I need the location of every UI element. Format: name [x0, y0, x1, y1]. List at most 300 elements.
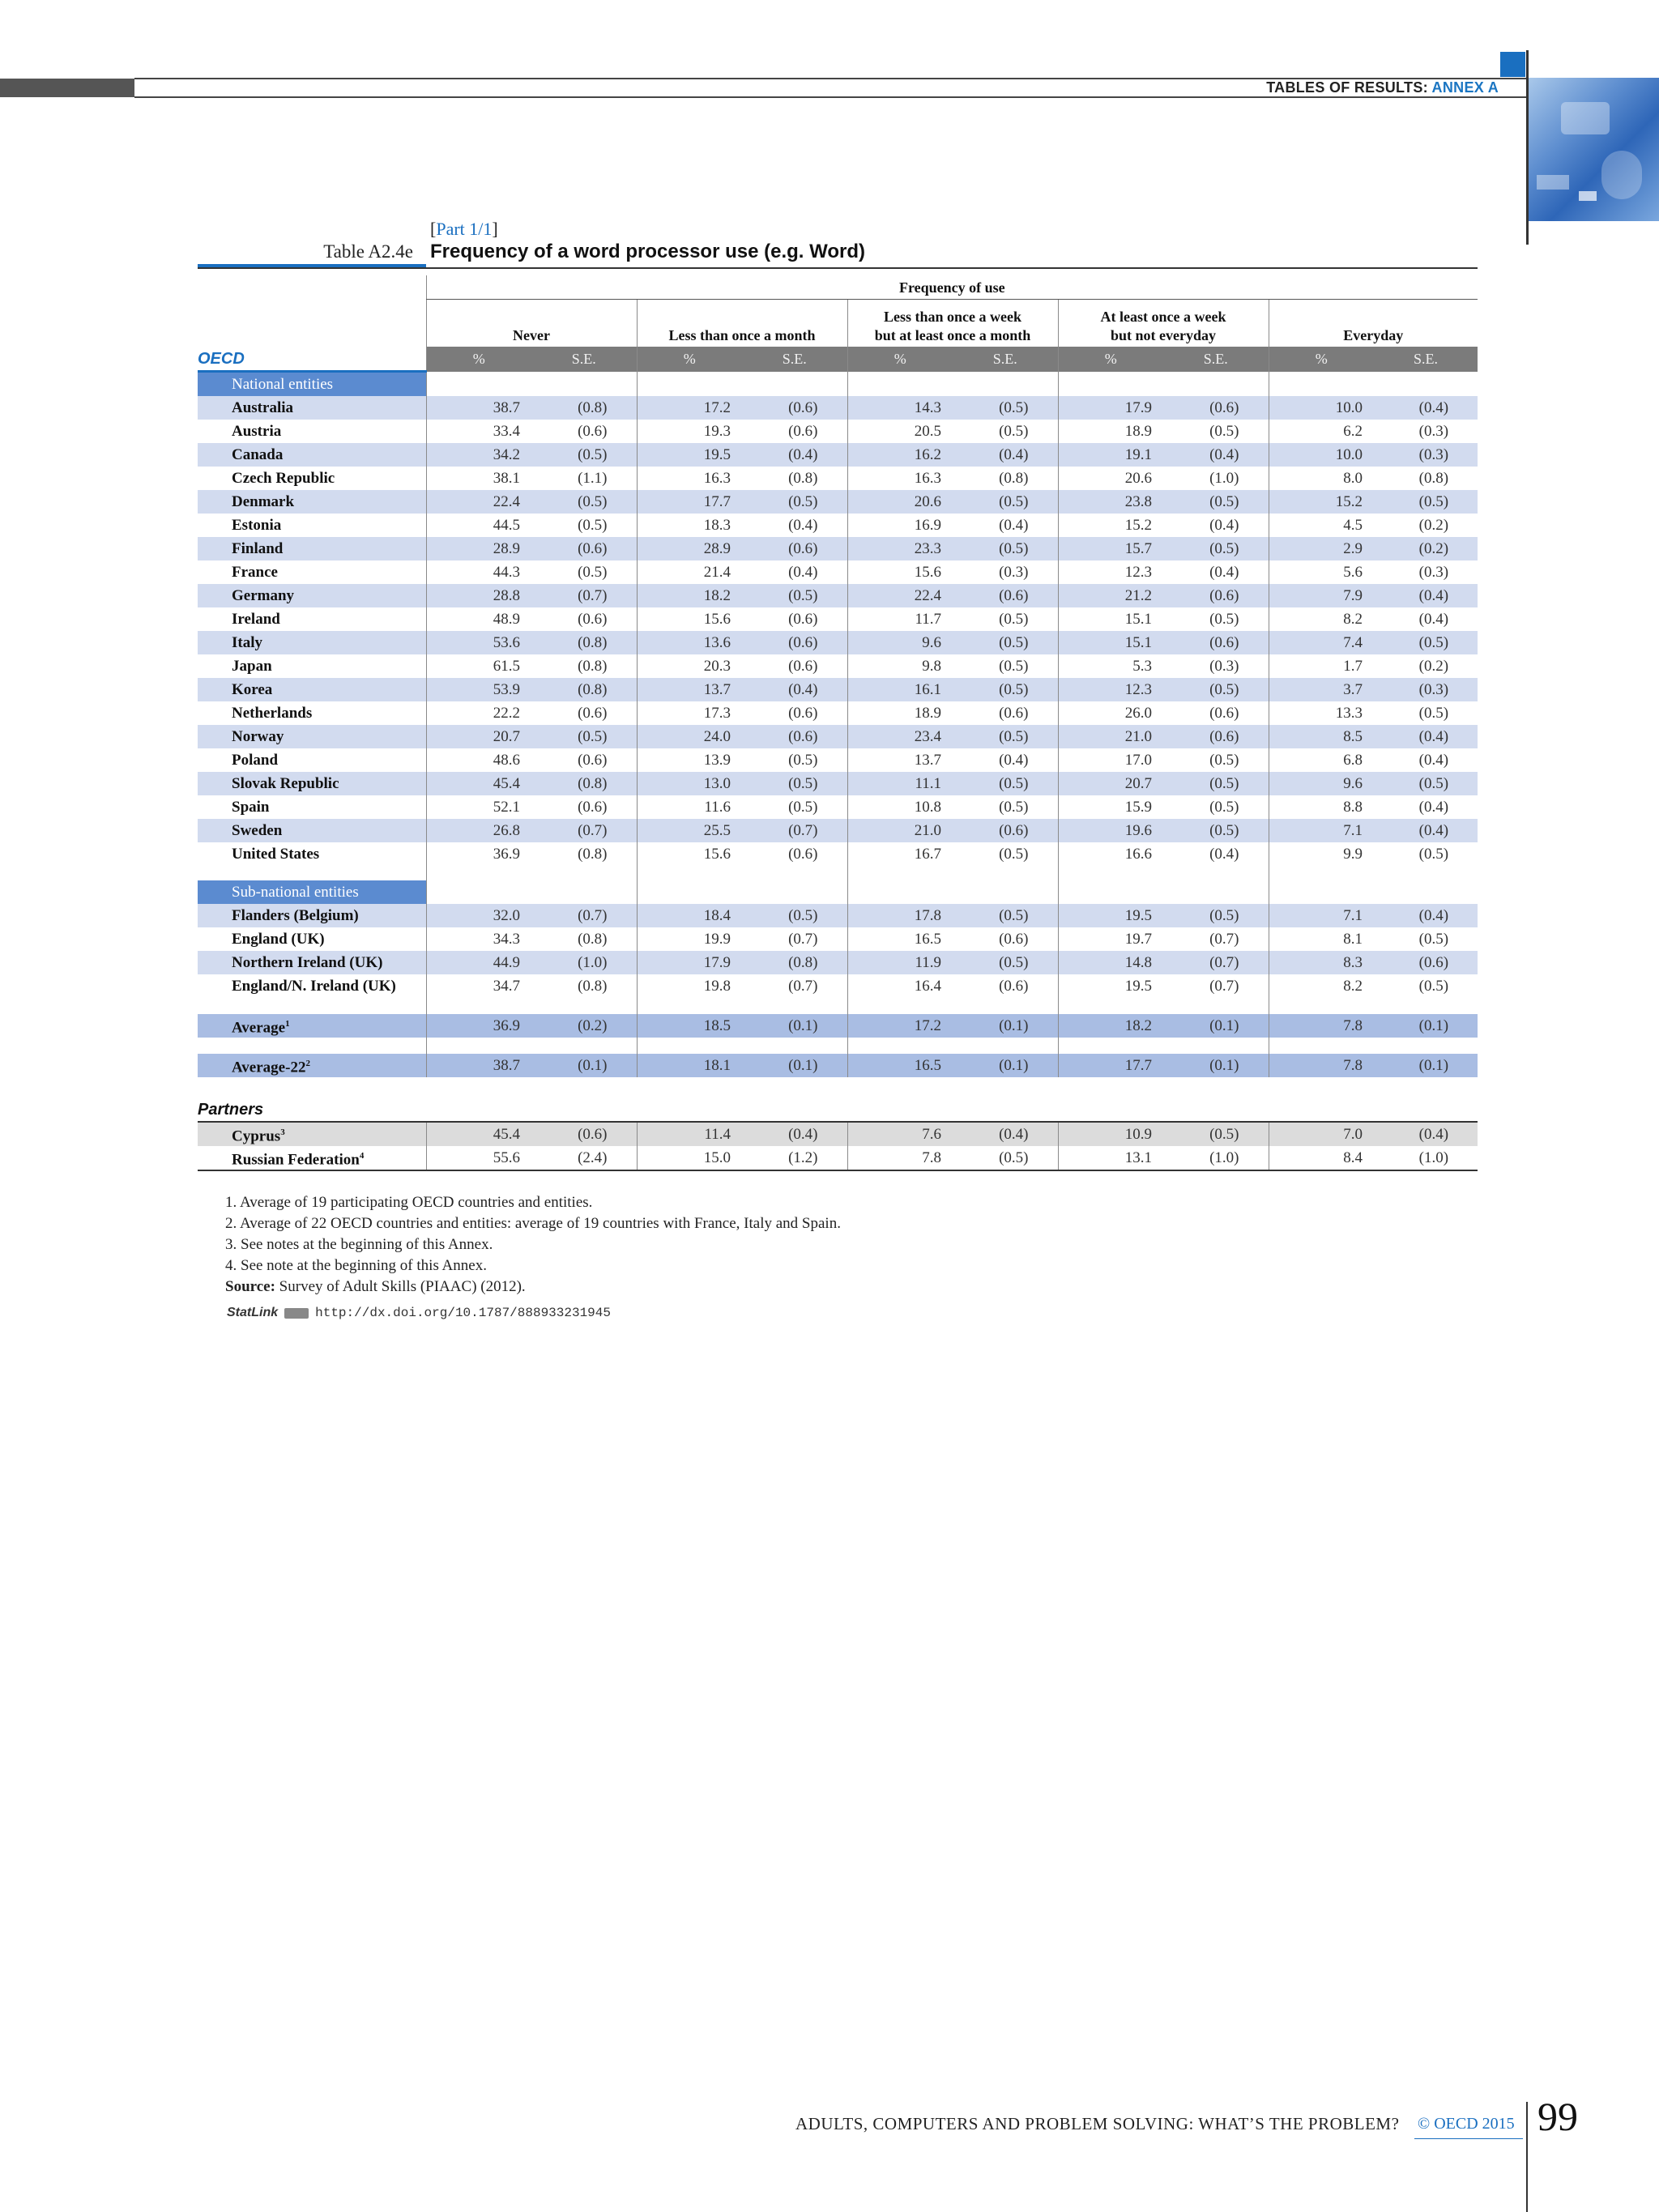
row-name: Cyprus — [232, 1127, 281, 1145]
pct-value: 20.7 — [426, 725, 531, 748]
pct-value: 11.6 — [637, 795, 742, 819]
table-row — [198, 1014, 1478, 1038]
pct-value: 22.4 — [426, 490, 531, 514]
pct-value: 9.8 — [847, 654, 953, 678]
pct-value: 16.5 — [847, 927, 953, 951]
spacer-row — [198, 998, 1478, 1014]
se-value: (0.6) — [1374, 951, 1478, 974]
pct-value: 15.0 — [637, 1146, 742, 1170]
pct-value: 19.8 — [637, 974, 742, 998]
footnote-marker: 3 — [280, 1127, 285, 1137]
pct-value: 48.6 — [426, 748, 531, 772]
se-value: (0.4) — [1209, 563, 1239, 581]
statlink-url[interactable]: http://dx.doi.org/10.1787/888933231945 — [315, 1306, 611, 1320]
pct-value: 7.9 — [1269, 584, 1374, 607]
pct-value: 36.9 — [426, 1014, 531, 1038]
se-value: (0.5) — [1163, 678, 1269, 701]
col-group-everyday: Everyday — [1269, 300, 1478, 347]
row-label — [198, 631, 426, 654]
se-value: (1.0) — [1374, 1146, 1478, 1170]
pct-value: 3.7 — [1269, 678, 1374, 701]
pct-value: 15.1 — [1058, 607, 1163, 631]
se-value: (0.5) — [742, 904, 847, 927]
pct-value: 16.7 — [847, 842, 953, 866]
pct-value: 38.7 — [426, 396, 531, 420]
pct-value: 13.3 — [1269, 701, 1374, 725]
row-label — [198, 420, 426, 443]
row-label — [198, 951, 426, 974]
pct-value: 16.6 — [1058, 842, 1163, 866]
se-value: (1.0) — [1209, 469, 1239, 487]
pct-value: 6.8 — [1269, 748, 1374, 772]
se-value: (0.1) — [1374, 1054, 1478, 1077]
se-value: (0.5) — [953, 725, 1058, 748]
pct-value: 13.0 — [637, 772, 742, 795]
pct-value: 44.5 — [426, 514, 531, 537]
row-label — [198, 1122, 426, 1146]
table-row — [198, 701, 1478, 725]
pct-value: 7.0 — [1269, 1122, 1374, 1146]
row-label — [198, 654, 426, 678]
section-row-subnational — [198, 880, 1478, 904]
se-value: (0.5) — [953, 904, 1058, 927]
pct-value: 11.9 — [847, 951, 953, 974]
pct-value: 13.7 — [847, 748, 953, 772]
se-value: (0.4) — [742, 443, 847, 467]
row-label — [198, 904, 426, 927]
se-value: (0.6) — [788, 704, 818, 722]
pct-value: 34.3 — [426, 927, 531, 951]
partners-label: Partners — [198, 1101, 264, 1119]
se-value: (0.4) — [1374, 819, 1478, 842]
table-row — [198, 842, 1478, 866]
pct-value: 55.6 — [426, 1146, 531, 1170]
pct-value: 20.6 — [847, 490, 953, 514]
se-value: (0.2) — [531, 1014, 637, 1038]
pct-value: 8.3 — [1269, 951, 1374, 974]
row-name: England/N. Ireland (UK) — [232, 977, 396, 995]
row-name: England (UK) — [232, 930, 325, 948]
table-row — [198, 420, 1478, 443]
row-name: Russian Federation — [232, 1151, 360, 1169]
pct-value: 10.9 — [1058, 1122, 1163, 1146]
se-value: (0.3) — [1209, 657, 1239, 675]
se-value: (0.5) — [953, 631, 1058, 654]
pct-value: 15.6 — [637, 842, 742, 866]
pct-value: 32.0 — [426, 904, 531, 927]
se-value: (0.6) — [531, 537, 637, 560]
pct-value: 11.1 — [847, 772, 953, 795]
se-value: (0.4) — [1374, 584, 1478, 607]
image-glow — [1601, 151, 1642, 199]
se-value: (0.8) — [531, 772, 637, 795]
se-value: (0.6) — [788, 657, 818, 675]
table-row — [198, 1146, 1478, 1170]
spacer-row — [198, 866, 1478, 880]
pct-value: 8.1 — [1269, 927, 1374, 951]
row-label — [198, 584, 426, 607]
pct-value: 18.4 — [637, 904, 742, 927]
pct-value: 21.2 — [1058, 584, 1163, 607]
row-label — [198, 560, 426, 584]
pct-value: 23.3 — [847, 537, 953, 560]
pct-header: % — [847, 347, 953, 372]
row-label — [198, 1014, 426, 1038]
pct-value: 15.7 — [1058, 537, 1163, 560]
pct-value: 5.6 — [1269, 560, 1374, 584]
pct-value: 17.8 — [847, 904, 953, 927]
pct-value: 19.9 — [637, 927, 742, 951]
pct-value: 20.7 — [1058, 772, 1163, 795]
row-label — [198, 443, 426, 467]
se-value: (0.5) — [999, 610, 1029, 628]
se-value: (0.5) — [1209, 610, 1239, 628]
se-value: (0.5) — [788, 798, 818, 816]
pct-value: 15.6 — [847, 560, 953, 584]
se-value: (0.5) — [999, 845, 1029, 863]
col-group-less-than-monthly: Less than once a month — [637, 300, 847, 347]
se-value: (0.5) — [1163, 537, 1269, 560]
se-value: (0.1) — [1163, 1054, 1269, 1077]
se-value: (0.1) — [1163, 1014, 1269, 1038]
row-name: Netherlands — [232, 704, 313, 722]
pct-value: 10.8 — [847, 795, 953, 819]
se-value: (0.6) — [788, 845, 818, 863]
pct-value: 26.0 — [1058, 701, 1163, 725]
se-value: (0.5) — [578, 563, 608, 581]
se-value: (0.5) — [953, 1146, 1058, 1170]
se-value: (0.5) — [953, 951, 1058, 974]
pct-value: 16.5 — [847, 1054, 953, 1077]
se-value: (0.6) — [531, 1122, 637, 1146]
se-value: (0.8) — [1418, 469, 1449, 487]
pct-value: 19.5 — [1058, 904, 1163, 927]
pct-value: 34.2 — [426, 443, 531, 467]
pct-value: 34.7 — [426, 974, 531, 998]
se-value: (0.8) — [578, 977, 608, 995]
row-name: Flanders (Belgium) — [232, 906, 359, 924]
se-value: (0.5) — [999, 798, 1029, 816]
row-name: Italy — [232, 633, 262, 651]
table-row — [198, 795, 1478, 819]
row-label — [198, 725, 426, 748]
row-name: Finland — [232, 539, 284, 557]
pct-value: 21.0 — [1058, 725, 1163, 748]
table-row — [198, 607, 1478, 631]
table-row — [198, 467, 1478, 490]
footer-vertical-rule — [1526, 2102, 1528, 2212]
row-name: Average-22 — [232, 1059, 306, 1076]
se-value: (0.5) — [1418, 977, 1449, 995]
pct-value: 8.8 — [1269, 795, 1374, 819]
se-value: (0.5) — [999, 422, 1029, 440]
row-label — [198, 467, 426, 490]
se-value: (0.3) — [1418, 563, 1449, 581]
se-value: (0.8) — [788, 469, 818, 487]
frequency-of-use-header: Frequency of use — [426, 275, 1478, 300]
se-value: (0.5) — [1209, 422, 1239, 440]
se-value: (0.4) — [1374, 1122, 1478, 1146]
pct-value: 5.3 — [1058, 654, 1163, 678]
row-name: Canada — [232, 445, 284, 463]
pct-value: 38.7 — [426, 1054, 531, 1077]
se-value: (0.4) — [1374, 396, 1478, 420]
row-name: Korea — [232, 680, 273, 698]
se-value: (0.5) — [1163, 904, 1269, 927]
row-label — [198, 842, 426, 866]
se-value: (0.4) — [742, 678, 847, 701]
se-value: (0.4) — [788, 516, 818, 534]
se-value: (0.5) — [531, 490, 637, 514]
pct-value: 38.1 — [426, 467, 531, 490]
pct-value: 8.0 — [1269, 467, 1374, 490]
se-value: (0.5) — [1374, 490, 1478, 514]
se-header: S.E. — [953, 347, 1058, 372]
header-dark-bar — [0, 79, 134, 97]
se-value: (0.6) — [742, 725, 847, 748]
row-name: Slovak Republic — [232, 774, 339, 792]
pct-value: 17.7 — [637, 490, 742, 514]
table-notes — [225, 1192, 841, 1298]
header-row-units — [198, 347, 1478, 372]
pct-value: 16.9 — [847, 514, 953, 537]
row-name: Austria — [232, 422, 282, 440]
col-group-weekly: At least once a week but not everyday — [1058, 300, 1269, 347]
se-value: (0.2) — [1418, 657, 1449, 675]
se-value: (1.1) — [578, 469, 608, 487]
pct-value: 7.1 — [1269, 819, 1374, 842]
statlink-icon — [284, 1308, 309, 1319]
table-row — [198, 904, 1478, 927]
blue-marker-square — [1500, 52, 1525, 77]
se-value: (0.5) — [953, 396, 1058, 420]
row-label — [198, 537, 426, 560]
title-rule — [426, 267, 1478, 269]
pct-value: 45.4 — [426, 1122, 531, 1146]
pct-value: 16.2 — [847, 443, 953, 467]
pct-value: 20.6 — [1058, 467, 1163, 490]
section-label: National entities — [198, 372, 426, 397]
running-head: TABLES OF RESULTS: ANNEX A — [1266, 79, 1499, 96]
section-row-national — [198, 372, 1478, 397]
pct-value: 28.9 — [426, 537, 531, 560]
table-row — [198, 537, 1478, 560]
col-group-never: Never — [426, 300, 637, 347]
se-value: (0.6) — [742, 631, 847, 654]
pct-value: 53.6 — [426, 631, 531, 654]
se-value: (0.5) — [1209, 751, 1239, 769]
pct-value: 9.6 — [847, 631, 953, 654]
pct-value: 26.8 — [426, 819, 531, 842]
pct-value: 17.7 — [1058, 1054, 1163, 1077]
footer-copyright: © OECD 2015 — [1418, 2115, 1515, 2133]
se-value: (0.5) — [953, 490, 1058, 514]
statlink[interactable] — [227, 1306, 611, 1320]
note-2: 2. Average of 22 OECD countries and entities: average of 19 countries with France, Italy and Spain. — [225, 1215, 841, 1232]
footnote-marker: 1 — [285, 1018, 290, 1029]
se-value: (0.3) — [1374, 678, 1478, 701]
se-value: (0.7) — [788, 930, 818, 948]
pct-value: 8.4 — [1269, 1146, 1374, 1170]
pct-value: 61.5 — [426, 654, 531, 678]
se-value: (0.7) — [1209, 930, 1239, 948]
row-label — [198, 701, 426, 725]
pct-value: 28.9 — [637, 537, 742, 560]
table-row — [198, 631, 1478, 654]
row-label — [198, 748, 426, 772]
pct-value: 17.2 — [847, 1014, 953, 1038]
oecd-label: OECD — [198, 347, 426, 372]
table-row — [198, 1054, 1478, 1077]
pct-value: 19.5 — [637, 443, 742, 467]
pct-value: 36.9 — [426, 842, 531, 866]
row-label — [198, 974, 426, 998]
se-value: (0.7) — [742, 819, 847, 842]
pct-value: 28.8 — [426, 584, 531, 607]
se-value: (0.3) — [999, 563, 1029, 581]
pct-value: 9.6 — [1269, 772, 1374, 795]
source-note: Source: Survey of Adult Skills (PIAAC) (2012). — [225, 1278, 526, 1295]
footnote-marker: 2 — [305, 1058, 310, 1068]
pct-value: 19.3 — [637, 420, 742, 443]
pct-value: 53.9 — [426, 678, 531, 701]
se-header: S.E. — [1374, 347, 1478, 372]
se-header: S.E. — [531, 347, 637, 372]
pct-value: 19.5 — [1058, 974, 1163, 998]
row-name: Japan — [232, 657, 272, 675]
se-value: (0.8) — [999, 469, 1029, 487]
se-value: (0.8) — [531, 631, 637, 654]
pct-value: 44.9 — [426, 951, 531, 974]
pct-value: 21.0 — [847, 819, 953, 842]
pct-value: 23.4 — [847, 725, 953, 748]
se-value: (0.6) — [1163, 725, 1269, 748]
table-row — [198, 443, 1478, 467]
pct-value: 18.2 — [1058, 1014, 1163, 1038]
pct-value: 6.2 — [1269, 420, 1374, 443]
pct-value: 7.1 — [1269, 904, 1374, 927]
se-value: (0.1) — [742, 1014, 847, 1038]
se-value: (0.1) — [1374, 1014, 1478, 1038]
se-value: (0.8) — [531, 678, 637, 701]
table-part: [Part 1/1] — [430, 219, 498, 239]
se-value: (0.8) — [578, 845, 608, 863]
se-value: (0.6) — [999, 930, 1029, 948]
pct-value: 22.4 — [847, 584, 953, 607]
pct-value: 20.3 — [637, 654, 742, 678]
se-value: (0.3) — [1374, 443, 1478, 467]
se-value: (0.5) — [1418, 930, 1449, 948]
row-label — [198, 772, 426, 795]
se-value: (0.4) — [1418, 798, 1449, 816]
pct-value: 17.2 — [637, 396, 742, 420]
row-label — [198, 1054, 426, 1077]
se-value: (1.0) — [531, 951, 637, 974]
pct-value: 4.5 — [1269, 514, 1374, 537]
se-value: (0.4) — [1374, 725, 1478, 748]
pct-value: 19.1 — [1058, 443, 1163, 467]
pct-value: 33.4 — [426, 420, 531, 443]
table-row — [198, 584, 1478, 607]
pct-value: 17.9 — [1058, 396, 1163, 420]
se-value: (0.1) — [531, 1054, 637, 1077]
pct-value: 10.0 — [1269, 396, 1374, 420]
table-row — [198, 951, 1478, 974]
se-header: S.E. — [742, 347, 847, 372]
se-value: (0.6) — [742, 537, 847, 560]
se-value: (0.5) — [531, 725, 637, 748]
table-row — [198, 654, 1478, 678]
se-value: (1.2) — [742, 1146, 847, 1170]
pct-value: 19.6 — [1058, 819, 1163, 842]
se-value: (0.6) — [788, 610, 818, 628]
row-name: France — [232, 563, 278, 581]
pct-value: 14.3 — [847, 396, 953, 420]
pct-header: % — [426, 347, 531, 372]
se-value: (0.4) — [742, 1122, 847, 1146]
pct-value: 15.2 — [1058, 514, 1163, 537]
pct-value: 48.9 — [426, 607, 531, 631]
title-dark-rule — [198, 267, 426, 269]
row-label — [198, 795, 426, 819]
header-row-groups — [198, 300, 1478, 347]
pct-value: 8.5 — [1269, 725, 1374, 748]
table-row — [198, 560, 1478, 584]
pct-value: 18.3 — [637, 514, 742, 537]
se-value: (0.4) — [953, 443, 1058, 467]
se-header: S.E. — [1163, 347, 1269, 372]
pct-value: 16.4 — [847, 974, 953, 998]
row-name: Sweden — [232, 821, 283, 839]
se-value: (0.5) — [742, 490, 847, 514]
row-name: Northern Ireland (UK) — [232, 953, 383, 971]
pct-value: 20.5 — [847, 420, 953, 443]
partners-row — [198, 1077, 1478, 1122]
row-name: Average — [232, 1019, 286, 1037]
pct-value: 7.6 — [847, 1122, 953, 1146]
pct-header: % — [1269, 347, 1374, 372]
footnote-marker: 4 — [359, 1150, 365, 1161]
se-value: (0.4) — [1163, 443, 1269, 467]
se-value: (0.6) — [578, 610, 608, 628]
image-glow — [1579, 191, 1597, 201]
row-label — [198, 607, 426, 631]
table-row — [198, 748, 1478, 772]
pct-value: 13.9 — [637, 748, 742, 772]
se-value: (0.7) — [1209, 977, 1239, 995]
table-row — [198, 490, 1478, 514]
row-name: Estonia — [232, 516, 282, 534]
row-name: Czech Republic — [232, 469, 335, 487]
note-4: 4. See note at the beginning of this Annex. — [225, 1257, 487, 1274]
table-row — [198, 396, 1478, 420]
header-row-frequency — [198, 275, 1478, 300]
row-label — [198, 678, 426, 701]
se-value: (0.7) — [531, 584, 637, 607]
pct-value: 11.7 — [847, 607, 953, 631]
table-row — [198, 819, 1478, 842]
header-rule-bottom — [134, 96, 1528, 98]
pct-value: 18.9 — [1058, 420, 1163, 443]
pct-value: 16.1 — [847, 678, 953, 701]
row-name: Norway — [232, 727, 284, 745]
row-name: Denmark — [232, 492, 295, 510]
se-value: (0.7) — [531, 904, 637, 927]
section-label: Sub-national entities — [198, 880, 426, 904]
se-value: (0.6) — [953, 584, 1058, 607]
pct-value: 24.0 — [637, 725, 742, 748]
se-value: (0.5) — [1374, 631, 1478, 654]
